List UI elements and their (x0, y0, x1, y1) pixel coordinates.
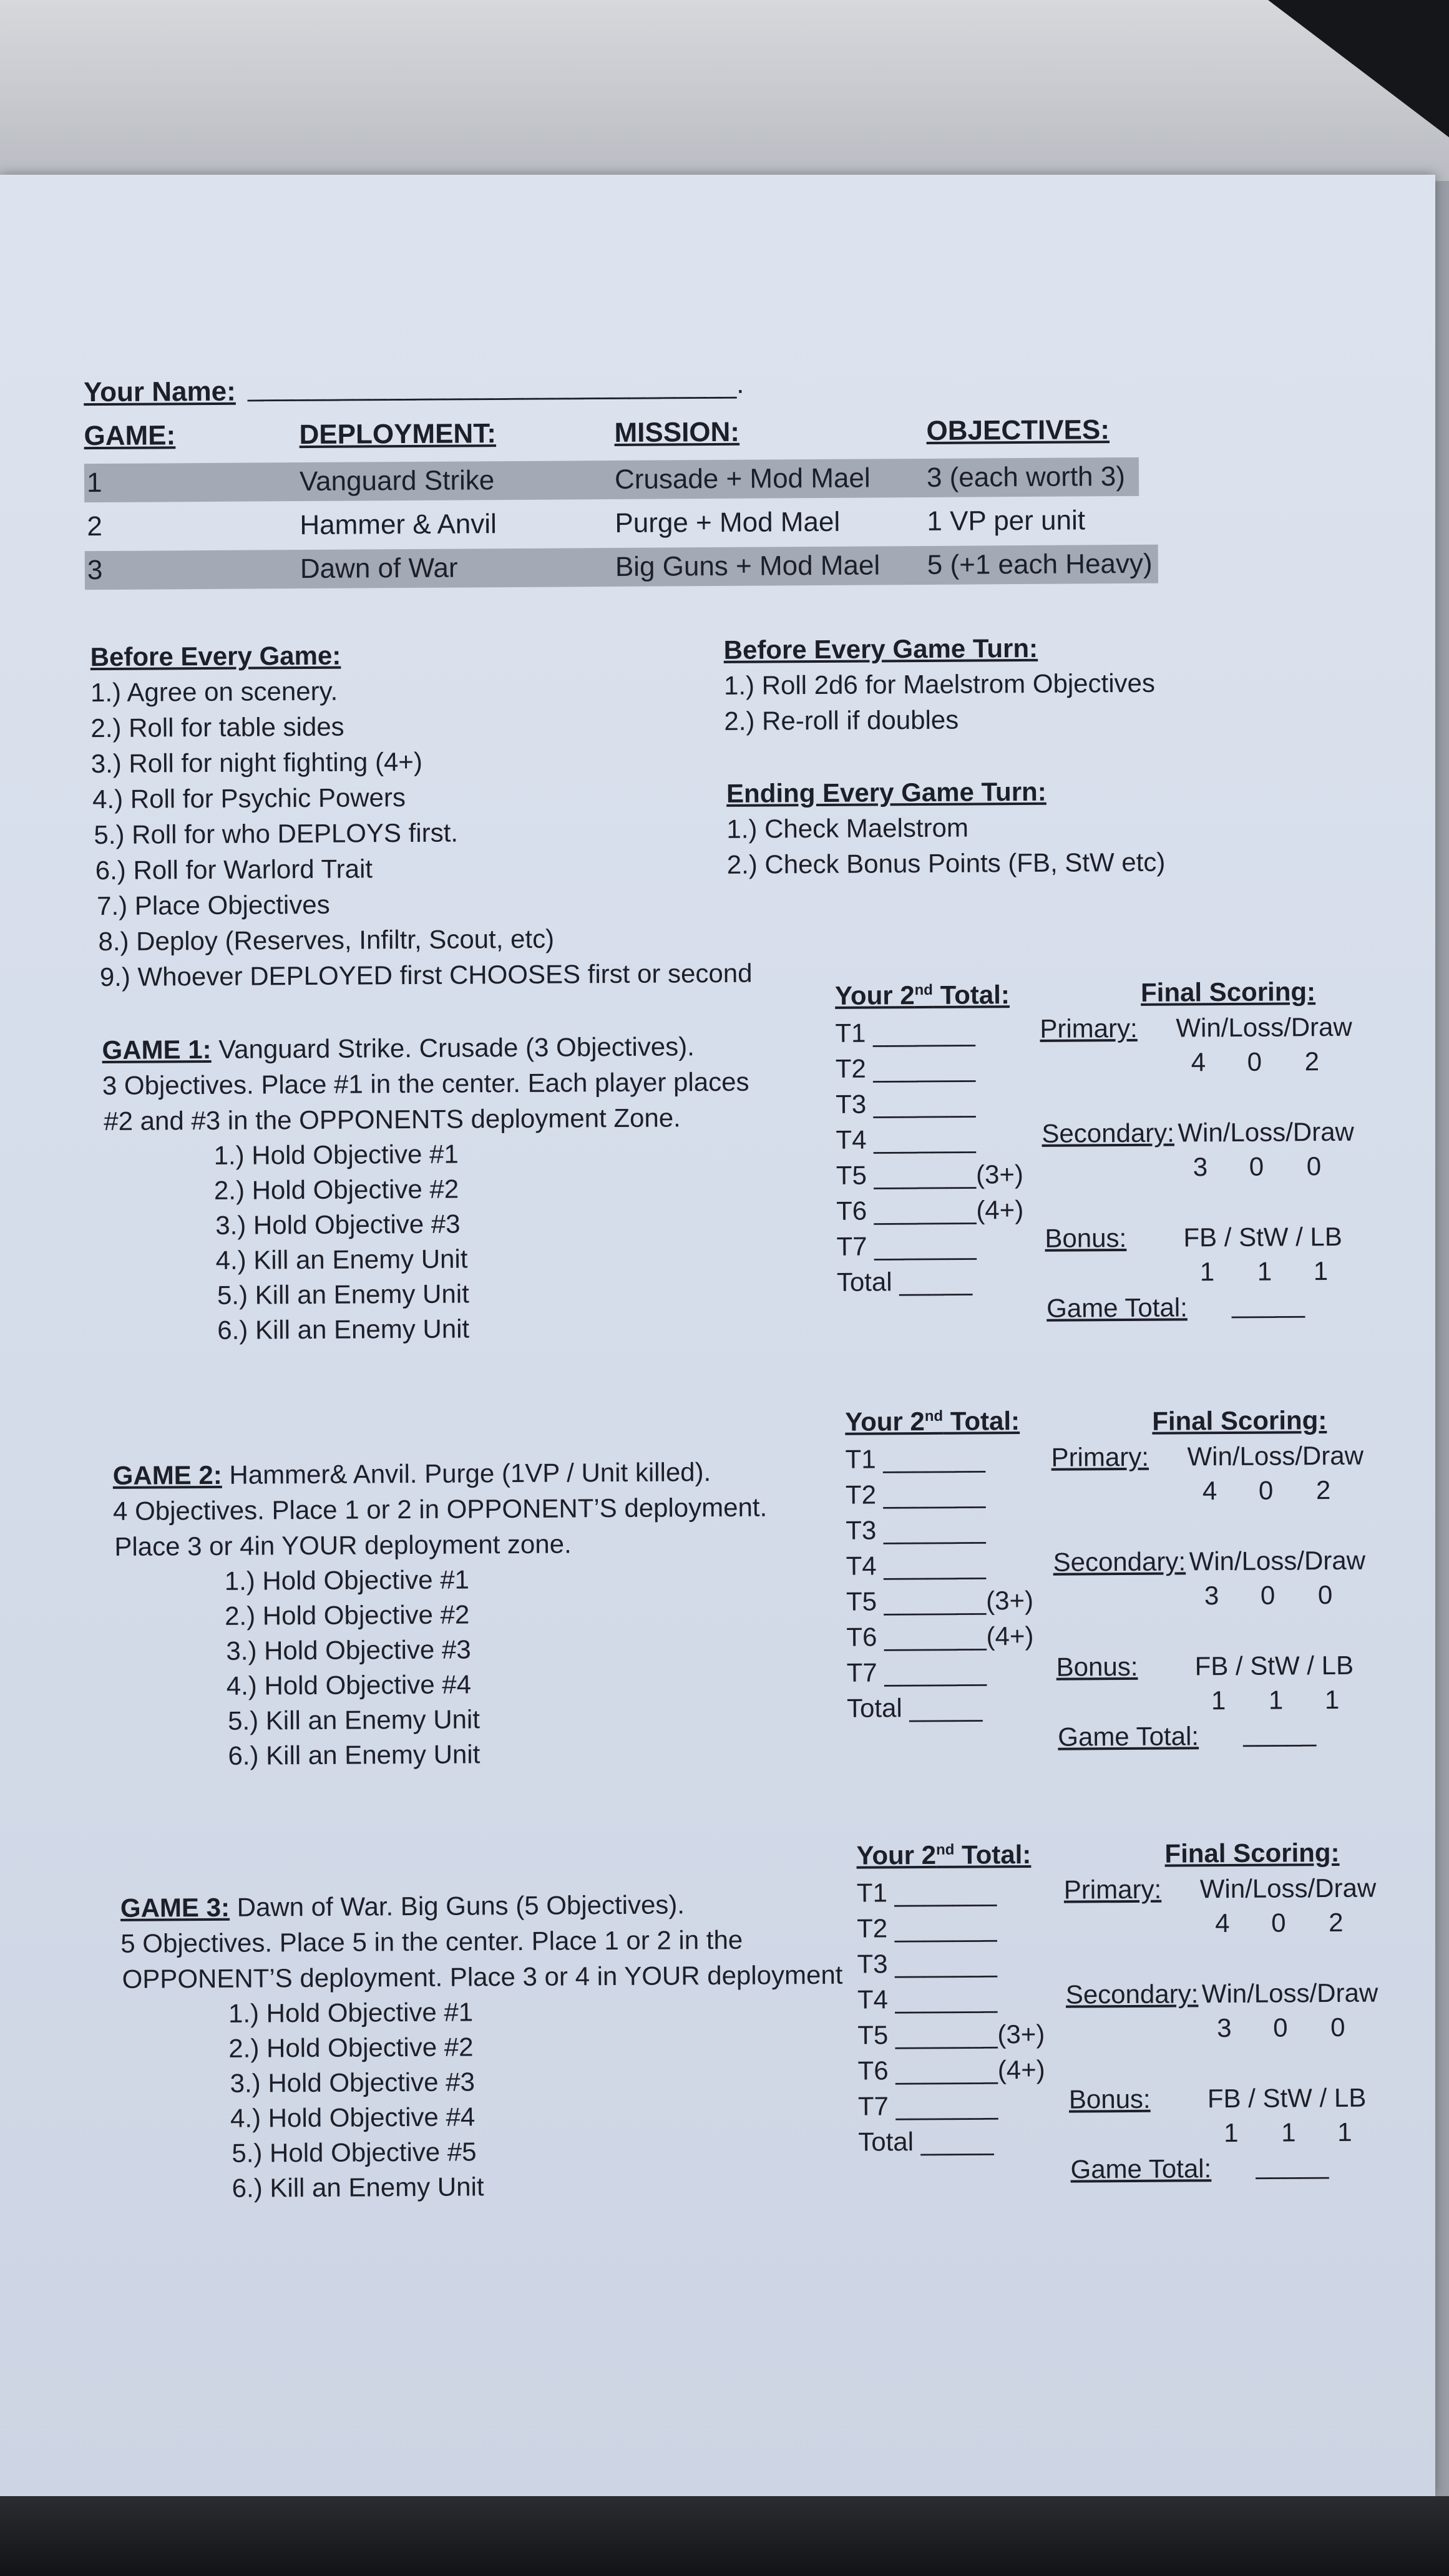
keyboard-edge (0, 2496, 1449, 2576)
primary-wld: Win/Loss/Draw (1187, 1440, 1364, 1471)
tally-title-pre: Your 2 (856, 1840, 937, 1870)
secondary-label: Secondary: (1053, 1546, 1186, 1577)
secondary-wld: Win/Loss/Draw (1178, 1116, 1354, 1148)
tally-title (845, 1406, 1020, 1437)
turn-score-row: T2 _______ (835, 1053, 976, 1083)
objective-item: 5.) Kill an Enemy Unit (227, 1704, 481, 1735)
bonus-header: FB / StW / LB (1183, 1221, 1342, 1252)
game-total-blank: _____ (1231, 1289, 1305, 1319)
background-wall (0, 0, 1449, 181)
primary-win: 4 (1215, 1908, 1230, 1938)
row-deployment: Dawn of War (300, 552, 458, 585)
game-description-line (102, 1032, 695, 1065)
turn-score-row: T1 _______ (835, 1017, 975, 1048)
objective-item: 5.) Kill an Enemy Unit (217, 1279, 469, 1310)
secondary-loss: 0 (1249, 1151, 1264, 1181)
primary-loss: 0 (1271, 1908, 1286, 1938)
list-item: 2.) Check Bonus Points (FB, StW etc) (726, 847, 1166, 879)
game-description-line: 3 Objectives. Place #1 in the center. Each player places (102, 1066, 749, 1101)
turn-score-row: T3 _______ (846, 1515, 986, 1545)
row-mission: Purge + Mod Mael (615, 506, 841, 539)
section-title: Ending Every Game Turn: (726, 776, 1046, 808)
bonus-header: FB / StW / LB (1194, 1650, 1354, 1681)
section-title: Before Every Game Turn: (723, 633, 1038, 665)
primary-draw: 2 (1329, 1907, 1344, 1938)
secondary-wld: Win/Loss/Draw (1201, 1978, 1378, 2009)
game-description-line: #2 and #3 in the OPPONENTS deployment Zone. (104, 1103, 681, 1136)
scoring-title: Final Scoring: (1152, 1405, 1327, 1436)
objective-item: 1.) Hold Objective #1 (224, 1564, 470, 1596)
secondary-draw: 0 (1330, 2012, 1345, 2042)
your-name-blank: ________________________________. (247, 368, 744, 402)
objective-item: 4.) Hold Objective #4 (230, 2102, 476, 2133)
list-item: 7.) Place Objectives (97, 889, 330, 921)
tally-title-pre: Your 2 (845, 1406, 925, 1437)
col-deployment: DEPLOYMENT: (299, 418, 497, 451)
turn-score-row: T2 _______ (845, 1479, 986, 1510)
list-item: 1.) Agree on scenery. (90, 676, 338, 708)
turn-score-row: T3 _______ (857, 1948, 997, 1979)
game-total-label: Game Total: (1070, 2154, 1212, 2184)
secondary-wld: Win/Loss/Draw (1189, 1545, 1366, 1576)
row-deployment: Hammer & Anvil (300, 509, 497, 541)
bonus-fb: 1 (1211, 1686, 1226, 1715)
list-item: 2.) Roll for table sides (90, 711, 344, 743)
secondary-loss: 0 (1273, 2012, 1288, 2042)
turn-score-row: T4 _______ (857, 1984, 998, 2014)
turn-score-row: T1 _______ (856, 1877, 997, 1908)
turn-score-total: Total _____ (846, 1692, 983, 1723)
game-desc: Hammer& Anvil. Purge (1VP / Unit killed). (222, 1457, 711, 1490)
list-item: 4.) Roll for Psychic Powers (92, 783, 406, 814)
col-objectives: OBJECTIVES: (926, 414, 1110, 446)
turn-score-row: T1 _______ (845, 1443, 985, 1474)
turn-score-row: T6 _______(4+) (857, 2054, 1045, 2086)
objective-item: 3.) Hold Objective #3 (226, 1634, 471, 1666)
row-game: 1 (86, 467, 102, 499)
bonus-lb: 1 (1324, 1684, 1340, 1715)
turn-score-row: T5 _______(3+) (836, 1159, 1024, 1190)
objective-item: 4.) Hold Objective #4 (226, 1669, 472, 1700)
bonus-label: Bonus: (1056, 1651, 1138, 1682)
row-objectives: 5 (+1 each Heavy) (927, 548, 1153, 580)
turn-score-row: T4 _______ (836, 1124, 976, 1154)
secondary-win: 3 (1193, 1152, 1208, 1182)
turn-score-row: T5 _______(3+) (857, 2019, 1045, 2050)
bonus-fb: 1 (1199, 1257, 1215, 1287)
objective-item: 1.) Hold Objective #1 (228, 1997, 474, 2028)
list-item: 5.) Roll for who DEPLOYS first. (94, 817, 459, 850)
secondary-label: Secondary: (1042, 1118, 1175, 1148)
tally-title-pre: Your 2 (834, 980, 915, 1010)
game-desc: Vanguard Strike. Crusade (3 Objectives). (211, 1032, 695, 1064)
primary-label: Primary: (1063, 1874, 1162, 1905)
secondary-win: 3 (1217, 2013, 1232, 2043)
col-mission: MISSION: (614, 416, 740, 448)
row-game: 2 (87, 511, 103, 542)
bonus-lb: 1 (1313, 1256, 1329, 1286)
primary-wld: Win/Loss/Draw (1176, 1012, 1352, 1043)
secondary-loss: 0 (1260, 1580, 1276, 1610)
objective-item: 4.) Kill an Enemy Unit (215, 1244, 468, 1275)
turn-score-row: T7 _______ (836, 1231, 977, 1261)
objective-item: 2.) Hold Objective #2 (228, 2032, 474, 2063)
secondary-win: 3 (1204, 1581, 1219, 1611)
turn-score-row: T2 _______ (857, 1913, 997, 1943)
row-deployment: Vanguard Strike (299, 465, 495, 497)
score-sheet (0, 175, 1435, 2496)
dark-corner (1268, 0, 1449, 137)
objective-item: 2.) Hold Objective #2 (224, 1599, 470, 1631)
objective-item: 1.) Hold Objective #1 (213, 1139, 459, 1170)
bonus-stw: 1 (1268, 1685, 1284, 1715)
game-description-line: 5 Objectives. Place 5 in the center. Place 1 or 2 in the (120, 1925, 743, 1958)
tally-title-post: Total: (943, 1406, 1020, 1436)
bonus-stw: 1 (1257, 1256, 1272, 1286)
primary-loss: 0 (1247, 1046, 1262, 1076)
turn-score-row: T7 _______ (846, 1657, 987, 1687)
game-total-blank: _____ (1256, 2150, 1329, 2180)
game-title: GAME 2: (112, 1460, 222, 1490)
primary-wld: Win/Loss/Draw (1199, 1873, 1377, 1904)
tally-title-sup: nd (924, 1407, 944, 1425)
primary-label: Primary: (1040, 1013, 1138, 1043)
turn-score-row: T6 _______(4+) (846, 1621, 1034, 1652)
game-description-line (120, 1890, 685, 1923)
row-mission: Crusade + Mod Mael (614, 462, 871, 495)
list-item: 8.) Deploy (Reserves, Infiltr, Scout, etc) (98, 924, 555, 957)
objective-item: 2.) Hold Objective #2 (213, 1174, 459, 1205)
objective-item: 6.) Kill an Enemy Unit (228, 1739, 481, 1770)
primary-label: Primary: (1051, 1442, 1149, 1472)
primary-loss: 0 (1258, 1475, 1274, 1505)
game-total-label: Game Total: (1058, 1721, 1199, 1752)
tally-title-post: Total: (954, 1839, 1032, 1870)
list-item: 1.) Check Maelstrom (726, 812, 968, 844)
game-title: GAME 1: (102, 1034, 212, 1065)
objective-item: 6.) Kill an Enemy Unit (217, 1314, 470, 1345)
your-name-label: Your Name: (83, 376, 236, 408)
section-title: Before Every Game: (90, 640, 341, 672)
list-item: 1.) Roll 2d6 for Maelstrom Objectives (723, 668, 1156, 700)
game-total-blank: _____ (1243, 1717, 1317, 1747)
tally-title-sup: nd (914, 981, 934, 999)
row-objectives: 3 (each worth 3) (926, 461, 1126, 493)
objective-item: 5.) Hold Objective #5 (232, 2137, 477, 2168)
tally-title (856, 1840, 1031, 1871)
bonus-header: FB / StW / LB (1207, 2082, 1367, 2114)
primary-draw: 2 (1304, 1046, 1320, 1076)
game-title: GAME 3: (120, 1892, 230, 1923)
game-description-line: Place 3 or 4in YOUR deployment zone. (114, 1529, 572, 1561)
tally-title (835, 980, 1010, 1011)
bonus-label: Bonus: (1068, 2084, 1151, 2114)
bonus-stw: 1 (1281, 2117, 1296, 2147)
row-game: 3 (87, 555, 103, 586)
row-objectives: 1 VP per unit (927, 505, 1086, 537)
objective-item: 3.) Hold Objective #3 (215, 1209, 461, 1240)
list-item: 3.) Roll for night fighting (4+) (90, 746, 422, 779)
turn-score-row: T6 _______(4+) (836, 1195, 1024, 1226)
row-mission: Big Guns + Mod Mael (615, 550, 881, 582)
scoring-title: Final Scoring: (1164, 1837, 1340, 1868)
bonus-fb: 1 (1224, 2117, 1239, 2148)
scoring-title: Final Scoring: (1140, 977, 1316, 1007)
turn-score-row: T3 _______ (835, 1088, 976, 1119)
bonus-lb: 1 (1337, 2117, 1352, 2147)
turn-score-row: T4 _______ (846, 1550, 986, 1581)
secondary-draw: 0 (1317, 1579, 1333, 1610)
list-item: 9.) Whoever DEPLOYED first CHOOSES first or second (99, 958, 753, 992)
list-item: 2.) Re-roll if doubles (724, 705, 959, 736)
game-description-line: 4 Objectives. Place 1 or 2 in OPPONENT’S deployment. (112, 1492, 768, 1526)
game-total-label: Game Total: (1046, 1292, 1188, 1323)
secondary-draw: 0 (1306, 1151, 1322, 1181)
list-item: 6.) Roll for Warlord Trait (95, 854, 373, 886)
turn-score-total: Total _____ (858, 2126, 994, 2157)
game-desc: Dawn of War. Big Guns (5 Objectives). (229, 1890, 685, 1922)
primary-win: 4 (1191, 1047, 1206, 1077)
primary-draw: 2 (1315, 1475, 1331, 1505)
turn-score-total: Total _____ (836, 1266, 973, 1297)
objective-item: 3.) Hold Objective #3 (230, 2067, 476, 2098)
game-description-line: OPPONENT’S deployment. Place 3 or 4 in YOUR deployment (122, 1959, 843, 1994)
game-description-line (113, 1457, 711, 1491)
secondary-label: Secondary: (1065, 1979, 1199, 2009)
primary-win: 4 (1202, 1476, 1217, 1506)
turn-score-row: T5 _______(3+) (846, 1585, 1034, 1616)
tally-title-sup: nd (935, 1841, 955, 1858)
objective-item: 6.) Kill an Enemy Unit (232, 2172, 484, 2203)
tally-title-post: Total: (932, 980, 1010, 1010)
turn-score-row: T7 _______ (857, 2091, 998, 2121)
bonus-label: Bonus: (1045, 1223, 1127, 1253)
col-game: GAME: (84, 420, 176, 452)
